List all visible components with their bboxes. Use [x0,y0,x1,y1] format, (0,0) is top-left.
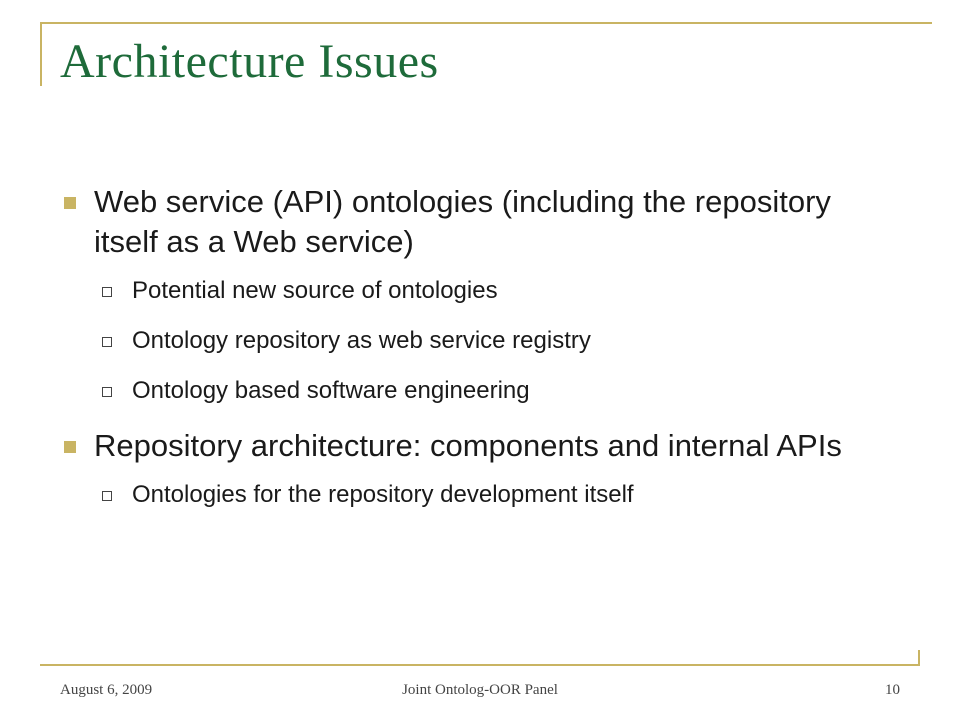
bullet-1-text: Web service (API) ontologies (including the repository itself as a Web service) [94,184,831,259]
slide-title: Architecture Issues [60,35,439,88]
hollow-square-bullet-icon [102,337,112,347]
sub-bullet-1-1 [60,276,900,306]
frame-top-line [40,22,932,24]
hollow-square-bullet-icon [102,491,112,501]
square-bullet-icon [64,197,76,209]
hollow-square-bullet-icon [102,387,112,397]
sub-bullet-2-1-text: Ontologies for the repository development itself [132,481,634,508]
square-bullet-icon [64,441,76,453]
frame-bottom-line [40,664,920,666]
slide-content [60,182,900,510]
hollow-square-bullet-icon [102,287,112,297]
frame-bottom-right-tick [918,650,920,666]
sub-bullet-1-2-text: Ontology repository as web service registry [132,327,591,354]
bullet-2 [60,426,900,466]
frame-left-line [40,22,42,86]
sub-bullet-2-1 [60,480,900,510]
sub-bullet-1-2 [60,326,900,356]
footer-title: Joint Ontolog-OOR Panel [402,682,558,698]
sub-bullet-1-1-text: Potential new source of ontologies [132,277,498,304]
bullet-2-text: Repository architecture: components and internal APIs [94,428,842,463]
footer-page-number: 10 [885,682,900,698]
sub-bullet-1-3-text: Ontology based software engineering [132,377,530,404]
footer-date: August 6, 2009 [60,682,153,698]
sub-bullet-1-3 [60,376,900,406]
bullet-1 [60,182,900,262]
